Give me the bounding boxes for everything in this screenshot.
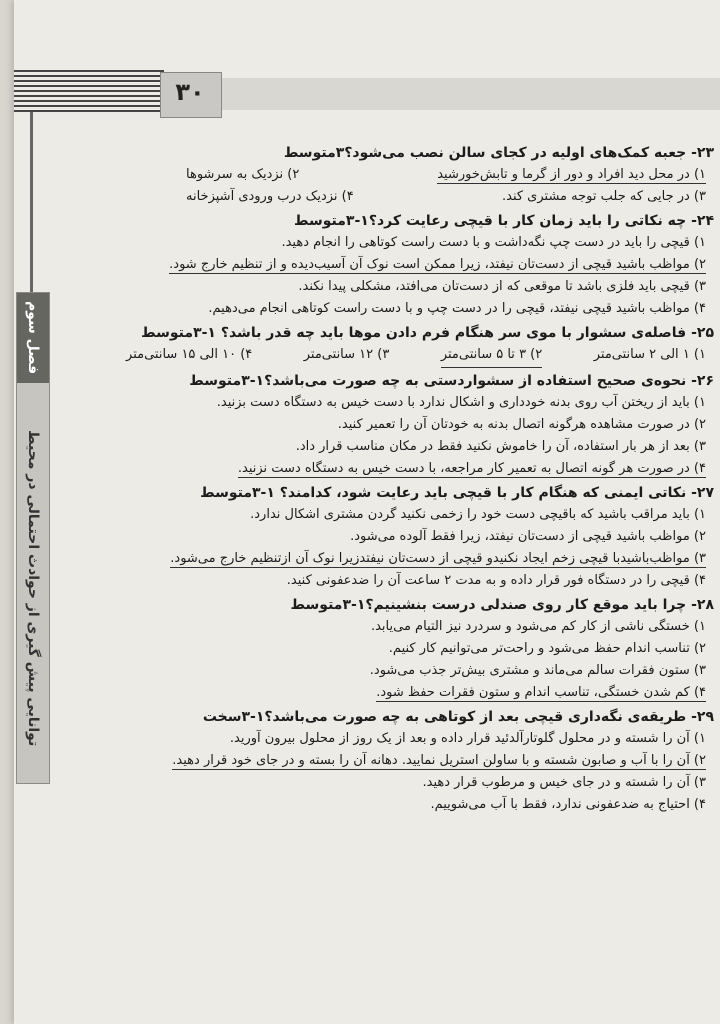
option-text: ۱) در محل دید افراد و دور از گرما و تابش‌خورشید bbox=[437, 167, 706, 182]
question-list bbox=[126, 140, 714, 816]
option bbox=[126, 436, 706, 458]
option: ۱) ۱ الی ۲ سانتی‌متر bbox=[593, 347, 706, 362]
option bbox=[126, 548, 706, 570]
option-text: ۱) باید از ریختن آب روی بدنه خودداری و اشکال ندارد با دست خیس به دستگاه دست بزنید. bbox=[216, 395, 706, 410]
option bbox=[126, 750, 706, 772]
option-text: ۱) خستگی ناشی از کار کم می‌شود و سردرد نیز التیام می‌یابد. bbox=[370, 619, 706, 634]
question-block bbox=[126, 706, 714, 816]
option-text: ۴) احتیاج به ضدعفونی ندارد، فقط با آب می‌شوییم. bbox=[430, 797, 706, 812]
question-block bbox=[126, 142, 714, 208]
sidebar-chapter-label: فصل سوم bbox=[17, 293, 49, 383]
page-number: ۳۰ bbox=[175, 78, 205, 106]
book-page bbox=[14, 0, 720, 1024]
option bbox=[126, 254, 706, 276]
option: ۴) نزدیک درب ورودی آشپزخانه bbox=[186, 189, 354, 204]
option-row bbox=[126, 186, 706, 208]
option bbox=[437, 164, 706, 186]
option bbox=[126, 232, 706, 254]
option bbox=[126, 570, 706, 592]
option bbox=[126, 298, 706, 320]
option: ۲) نزدیک به سرشوها bbox=[186, 167, 300, 182]
option bbox=[126, 772, 706, 794]
option-text: ۲) آن را با آب و صابون شسته و با ساولن استریل نمایید. دهانه آن را بسته و در جای خود قرار دهید. bbox=[172, 753, 706, 768]
option-text: ۱) قیچی را باید در دست چپ نگه‌داشت و با دست راست کوتاهی را انجام دهید. bbox=[281, 235, 706, 250]
question-title: ۲۳- جعبه کمک‌های اولیه در کجای سالن نصب می‌شود؟۳متوسط bbox=[283, 145, 714, 161]
option-text: ۳) قیچی باید فلزی باشد تا موقعی که از دست‌تان می‌افتد، مشکلی پیدا نکند. bbox=[298, 279, 706, 294]
option-text: ۴) کم شدن خستگی، تناسب اندام و ستون فقرات حفظ شود. bbox=[376, 685, 706, 700]
option bbox=[126, 526, 706, 548]
option-text: ۴) در صورت هر گونه اتصال به تعمیر کار مراجعه، با دست خیس به دستگاه دست نزنید. bbox=[237, 461, 706, 476]
question-block bbox=[126, 370, 714, 480]
option: ۲) ۳ تا ۵ سانتی‌متر bbox=[441, 344, 542, 368]
option-text: ۲) مواظب باشید قیچی از دست‌تان نیفتد، زیرا ممکن است نوک آن آسیب‌دیده و از تنظیم خارج شود. bbox=[169, 257, 706, 272]
question-block bbox=[126, 482, 714, 592]
option bbox=[126, 728, 706, 750]
option-text: ۲) مواظب باشید قیچی از دست‌تان نیفتد، زیرا فقط آلوده می‌شود. bbox=[350, 529, 706, 544]
chapter-sidebar bbox=[16, 292, 50, 784]
question-block bbox=[126, 594, 714, 704]
margin-line bbox=[30, 112, 33, 292]
header-stripes bbox=[14, 70, 164, 114]
option bbox=[126, 794, 706, 816]
header-band bbox=[220, 78, 720, 110]
option bbox=[502, 186, 706, 208]
option: ۴) ۱۰ الی ۱۵ سانتی‌متر bbox=[126, 347, 253, 362]
option-text: ۴) مواظب باشید قیچی نیفتد، قیچی را در دست چپ و با دست راست کوتاهی انجام می‌دهیم. bbox=[208, 301, 706, 316]
option bbox=[126, 504, 706, 526]
option bbox=[126, 616, 706, 638]
option: ۳) ۱۲ سانتی‌متر bbox=[303, 347, 390, 362]
question-title: ۲۸- چرا باید موقع کار روی صندلی درست بنشینیم؟۱-۳متوسط bbox=[290, 597, 714, 613]
option-row bbox=[126, 164, 706, 186]
option-text: ۳) آن را شسته و در جای خیس و مرطوب قرار دهید. bbox=[422, 775, 706, 790]
question-title: ۲۷- نکاتی ایمنی که هنگام کار با قیچی باید رعایت شود، کدامند؟ ۱-۳متوسط bbox=[200, 485, 714, 501]
option-text: ۲) تناسب اندام حفظ می‌شود و راحت‌تر می‌توانیم کار کنیم. bbox=[388, 641, 706, 656]
question-title: ۲۹- طریقه‌ی نگه‌داری قیچی بعد از کوتاهی به چه صورت می‌باشد؟۱-۳سخت bbox=[202, 709, 714, 725]
option-text: ۳) مواظب‌باشیدبا قیچی زخم ایجاد نکنیدو قیچی از دست‌تان نیفتدزیرا نوک آن ازتنظیم خارج می‌شود. bbox=[170, 551, 706, 566]
option-text: ۳) در جایی که جلب توجه مشتری کند. bbox=[501, 189, 706, 204]
option-text: ۳) بعد از هر بار استفاده، آن را خاموش نکنید فقط در مکان مناسب قرار داد. bbox=[295, 439, 706, 454]
question-title: ۲۶- نحوه‌ی صحیح استفاده از سشواردستی به چه صورت می‌باشد؟۱-۳متوسط bbox=[189, 373, 714, 389]
sidebar-chapter-title: توانایی پیش گیری از حوادث احتمالی در محیط bbox=[25, 429, 41, 747]
option-text: ۴) قیچی را در دستگاه فور قرار داده و به مدت ۲ ساعت آن را ضدعفونی کنید. bbox=[286, 573, 706, 588]
option bbox=[126, 458, 706, 480]
question-title: ۲۴- چه نکاتی را باید زمان کار با قیچی رعایت کرد؟۱-۳متوسط bbox=[294, 213, 714, 229]
option-text: ۳) ستون فقرات سالم می‌ماند و مشتری بیش‌تر جذب می‌شود. bbox=[369, 663, 706, 678]
option bbox=[126, 392, 706, 414]
option-text: ۱) باید مراقب باشید که باقیچی دست خود را زخمی نکنید گردن مشتری اشکال ندارد. bbox=[250, 507, 706, 522]
option-text: ۱) آن را شسته و در محلول گلوتارآلدئید قرار داده و بعد از یک روز از محلول بیرون آورید. bbox=[229, 731, 706, 746]
option bbox=[126, 660, 706, 682]
question-title: ۲۵- فاصله‌ی سشوار با موی سر هنگام فرم دادن موها باید چه قدر باشد؟ ۱-۳متوسط bbox=[141, 325, 714, 341]
option bbox=[126, 414, 706, 436]
option bbox=[126, 682, 706, 704]
option-text: ۲) در صورت مشاهده هرگونه اتصال بدنه به خودتان آن را تعمیر کنید. bbox=[337, 417, 706, 432]
option-row bbox=[126, 344, 706, 368]
question-block bbox=[126, 210, 714, 320]
option bbox=[126, 638, 706, 660]
option bbox=[126, 276, 706, 298]
question-block bbox=[126, 322, 714, 368]
